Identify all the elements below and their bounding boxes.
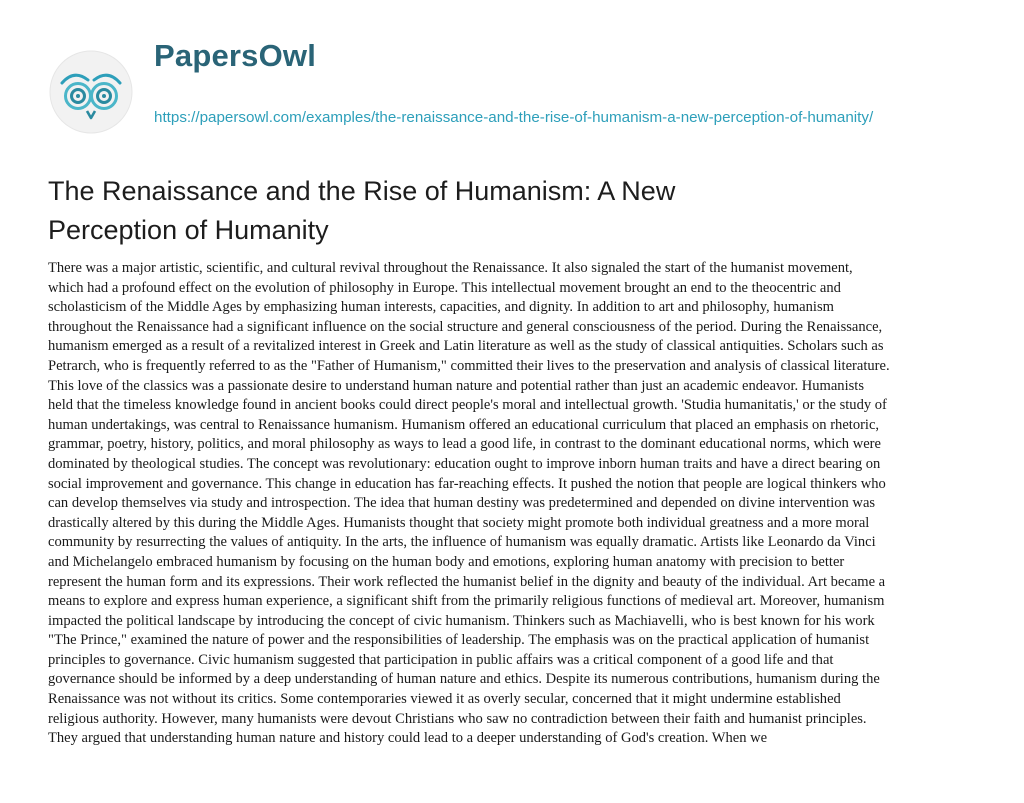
site-header [48, 36, 978, 156]
essay-title: The Renaissance and the Rise of Humanism: A New Perception of Humanity [48, 176, 676, 245]
source-url-link[interactable]: https://papersowl.com/examples/the-renaissance-and-the-rise-of-humanism-a-new-perception-of-humanity/ [154, 109, 874, 126]
brand-name[interactable]: PapersOwl [154, 38, 317, 73]
owl-eyes-icon[interactable] [48, 49, 134, 135]
essay-body: There was a major artistic, scientific, and cultural revival throughout the Renaissance. It also signaled the start of the humanist movement, which had a profound effect on the evolution of philosophy in Europe. This intellectual movement brought an end to the theocentric and scholasticism of the Middle Ages by emphasizing human interests, capacities, and dignity. In addition to art and philosophy, humanism throughout the Renaissance had a significant influence on the social structure and general consciousness of the period. During the Renaissance, humanism emerged as a result of a revitalized interest in Greek and Latin literature as well as the study of classical antiquities. Scholars such as Petrarch, who is frequently referred to as the "Father of Humanism," committed their lives to the preservation and analysis of classical literature. This love of the classics was a passionate desire to understand human nature and potential rather than just an academic endeavor. Humanists held that the timeless knowledge found in ancient books could direct people's moral and intellectual growth. 'Studia humanitatis,' or the study of human undertakings, was central to Renaissance humanism. Humanism offered an educational curriculum that placed an emphasis on rhetoric, grammar, poetry, history, politics, and moral philosophy as ways to lead a good life, in contrast to the dominant educational norms, which were dominated by theological studies. The concept was revolutionary: education ought to improve inborn human traits and have a direct bearing on social improvement and governance. This change in education has far-reaching effects. It pushed the notion that people are logical thinkers who can develop themselves via study and introspection. The idea that human destiny was predetermined and depended on divine intervention was drastically altered by this during the Middle Ages. Humanists thought that society might promote both individual greatness and a more moral community by resurrecting the values of antiquity. In the arts, the influence of humanism was equally dramatic. Artists like Leonardo da Vinci and Michelangelo embraced humanism by focusing on the human body and emotions, exploring human anatomy with precision to better represent the human form and its expressions. Their work reflected the humanist belief in the dignity and beauty of the individual. Art became a means to explore and express human experience, a significant shift from the primarily religious functions of medieval art. Moreover, humanism impacted the political landscape by introducing the concept of civic humanism. Thinkers such as Machiavelli, who is best known for his work "The Prince," examined the nature of power and the responsibilities of leadership. The emphasis was on the practical application of humanist principles to governance. Civic humanism suggested that participation in public affairs was a critical component of a good life and that governance should be informed by a deep understanding of human nature and ethics. Despite its numerous contributions, humanism during the Renaissance was not without its critics. Some contemporaries viewed it as overly secular, concerned that it might undermine established religious authority. However, many humanists were devout Christians who saw no contradiction between their faith and humanist principles. They argued that understanding human nature and history could lead to a deeper understanding of God's creation. When we [48, 260, 890, 747]
